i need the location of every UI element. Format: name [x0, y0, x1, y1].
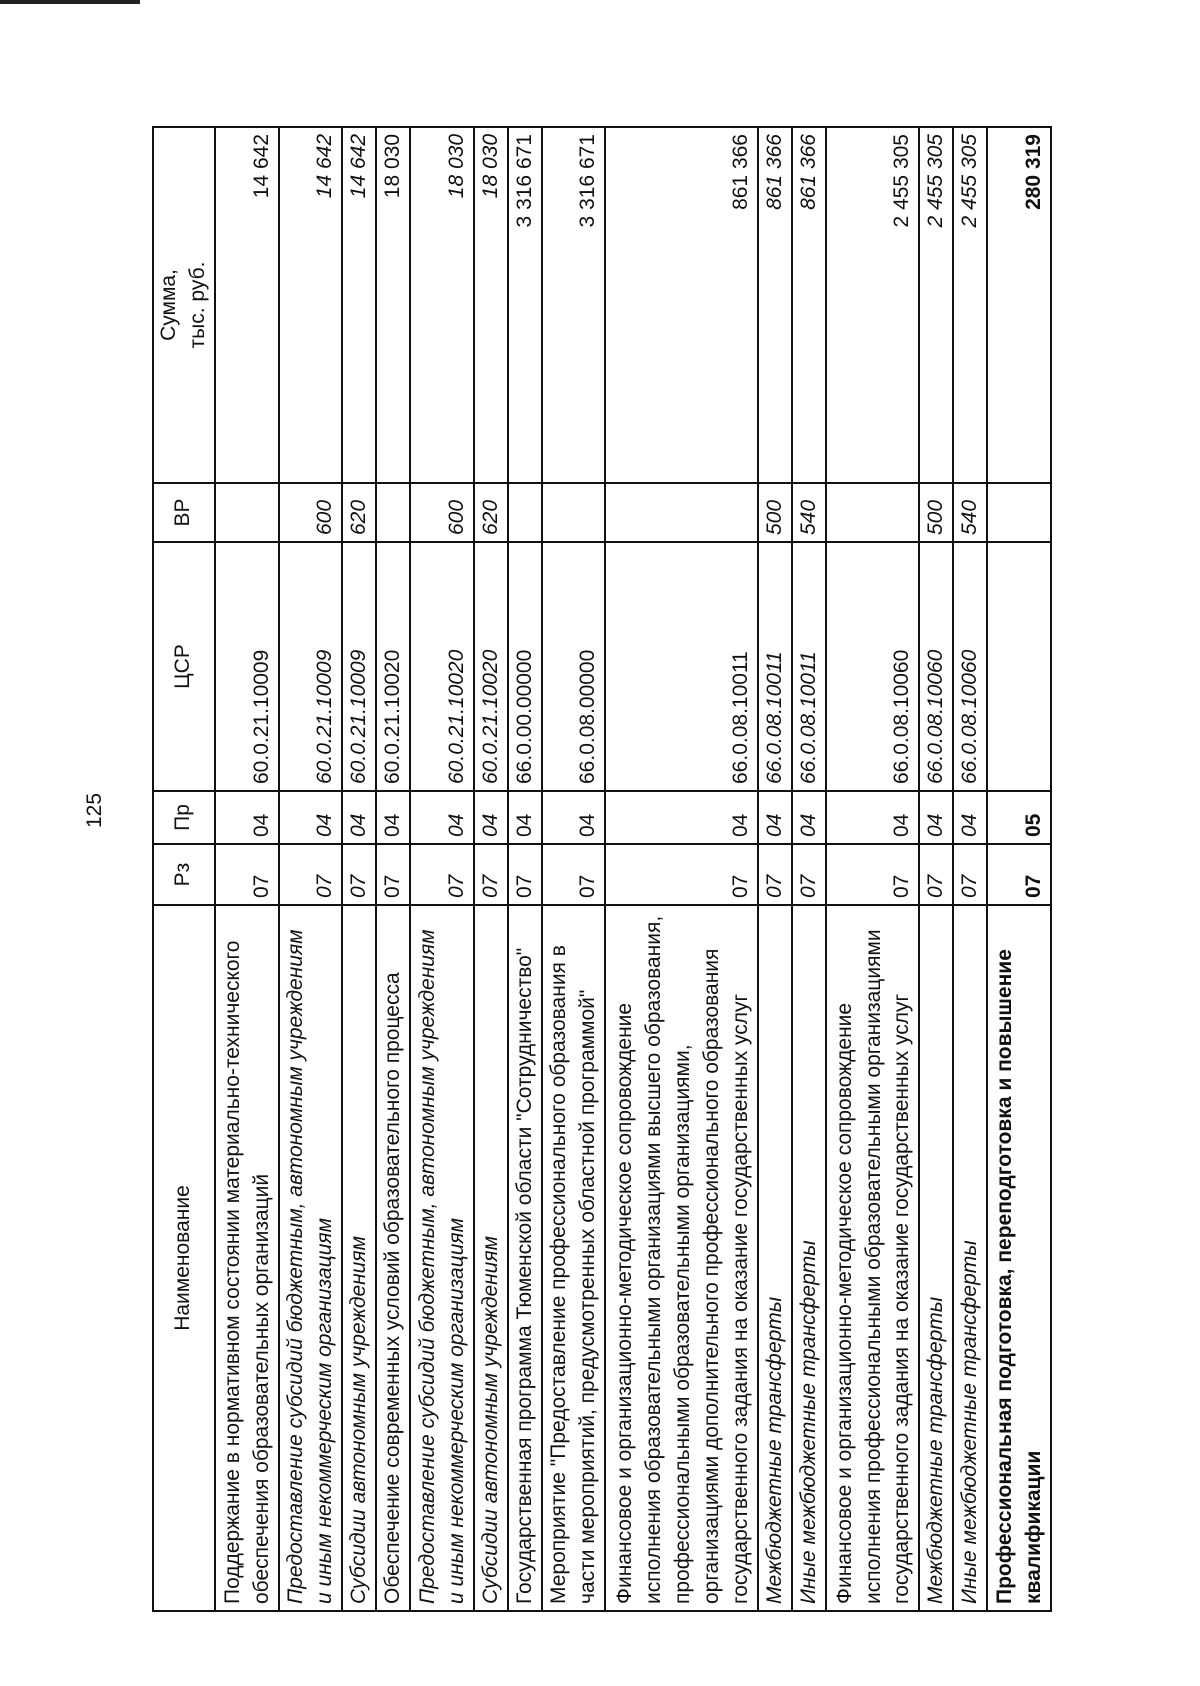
cell-name: Мероприятие "Предоставление профессионального образования в части мероприятий, предусмотренных областной программой" — [542, 905, 606, 1611]
cell-name: Межбюджетные трансферты — [919, 905, 953, 1611]
table-row — [826, 127, 919, 1611]
cell-rz: 07 — [758, 844, 792, 905]
cell-name: Обеспечение современных условий образовательного процесса — [376, 905, 410, 1611]
cell-pr: 04 — [342, 791, 376, 844]
cell-name: Государственная программа Тюменской области "Сотрудничество" — [508, 905, 542, 1611]
cell-sum: 14 642 — [342, 127, 376, 483]
header-pr: Пр — [153, 791, 215, 844]
cell-vr — [215, 483, 279, 542]
table-row — [792, 127, 826, 1611]
header-vr: ВР — [153, 483, 215, 542]
cell-rz: 07 — [919, 844, 953, 905]
cell-name: Финансовое и организационно-методическое сопровождение исполнения профессиональными образовательными организациями государственного задания на оказание государственных услуг — [826, 905, 919, 1611]
table-row — [474, 127, 508, 1611]
table-row — [605, 127, 758, 1611]
cell-vr: 500 — [758, 483, 792, 542]
header-csr: ЦСР — [153, 542, 215, 791]
cell-pr: 04 — [792, 791, 826, 844]
cell-pr: 04 — [410, 791, 474, 844]
table-header-row — [153, 127, 215, 1611]
cell-sum: 2 455 305 — [826, 127, 919, 483]
cell-csr: 66.0.08.10011 — [605, 542, 758, 791]
cell-rz: 07 — [826, 844, 919, 905]
cell-csr: 66.0.00.00000 — [508, 542, 542, 791]
table-row — [376, 127, 410, 1611]
cell-pr: 04 — [826, 791, 919, 844]
cell-name: Иные межбюджетные трансферты — [792, 905, 826, 1611]
cell-name: Профессиональная подготовка, переподготовка и повышение квалификации — [987, 905, 1051, 1611]
cell-vr: 620 — [342, 483, 376, 542]
cell-pr: 04 — [758, 791, 792, 844]
cell-sum: 3 316 671 — [508, 127, 542, 483]
cell-csr: 66.0.08.10011 — [792, 542, 826, 791]
header-rz: Рз — [153, 844, 215, 905]
cell-rz: 07 — [987, 844, 1051, 905]
cell-pr: 04 — [953, 791, 987, 844]
cell-pr: 04 — [474, 791, 508, 844]
cell-name: Субсидии автономным учреждениям — [474, 905, 508, 1611]
cell-pr: 04 — [605, 791, 758, 844]
table-row — [953, 127, 987, 1611]
cell-pr: 05 — [987, 791, 1051, 844]
table-row — [758, 127, 792, 1611]
cell-name: Иные межбюджетные трансферты — [953, 905, 987, 1611]
cell-vr — [826, 483, 919, 542]
header-name: Наименование — [153, 905, 215, 1611]
cell-vr — [542, 483, 606, 542]
cell-csr: 66.0.08.00000 — [542, 542, 606, 791]
cell-name: Финансовое и организационно-методическое сопровождение исполнения образовательными организациями высшего образования, профессиональными образовательными организациями, организациями дополнительного профессионального образования государственного задания на оказание государственных услуг — [605, 905, 758, 1611]
cell-name: Предоставление субсидий бюджетным, автономным учреждениям и иным некоммерческим организациям — [410, 905, 474, 1611]
table-body — [215, 127, 1051, 1611]
budget-table — [152, 126, 1052, 1612]
cell-vr: 540 — [953, 483, 987, 542]
cell-sum: 18 030 — [410, 127, 474, 483]
cell-sum: 18 030 — [376, 127, 410, 483]
cell-csr: 66.0.08.10011 — [758, 542, 792, 791]
table-row — [410, 127, 474, 1611]
cell-vr — [376, 483, 410, 542]
cell-vr: 620 — [474, 483, 508, 542]
cell-rz: 07 — [953, 844, 987, 905]
cell-rz: 07 — [410, 844, 474, 905]
rotated-page-content — [152, 128, 1052, 1612]
cell-vr: 600 — [410, 483, 474, 542]
cell-pr: 04 — [919, 791, 953, 844]
cell-sum: 18 030 — [474, 127, 508, 483]
cell-rz: 07 — [215, 844, 279, 905]
cell-sum: 3 316 671 — [542, 127, 606, 483]
scan-edge-mark — [0, 0, 140, 4]
cell-pr: 04 — [215, 791, 279, 844]
cell-rz: 07 — [342, 844, 376, 905]
cell-pr: 04 — [279, 791, 343, 844]
cell-sum: 14 642 — [279, 127, 343, 483]
cell-vr — [605, 483, 758, 542]
cell-sum: 861 366 — [792, 127, 826, 483]
cell-csr: 66.0.08.10060 — [953, 542, 987, 791]
table-row — [215, 127, 279, 1611]
cell-rz: 07 — [279, 844, 343, 905]
table-row — [342, 127, 376, 1611]
header-sum — [153, 127, 215, 483]
cell-sum: 280 319 — [987, 127, 1051, 483]
cell-vr: 600 — [279, 483, 343, 542]
cell-pr: 04 — [376, 791, 410, 844]
table-row — [987, 127, 1051, 1611]
cell-name: Поддержание в нормативном состоянии материально-технического обеспечения образовательных организаций — [215, 905, 279, 1611]
cell-rz: 07 — [542, 844, 606, 905]
cell-name: Субсидии автономным учреждениям — [342, 905, 376, 1611]
cell-pr: 04 — [508, 791, 542, 844]
table-row — [542, 127, 606, 1611]
cell-csr: 60.0.21.10020 — [474, 542, 508, 791]
cell-csr: 60.0.21.10009 — [342, 542, 376, 791]
cell-rz: 07 — [508, 844, 542, 905]
cell-csr: 60.0.21.10009 — [215, 542, 279, 791]
table-row — [279, 127, 343, 1611]
header-sum-line1: Сумма, — [157, 269, 180, 341]
cell-sum: 2 455 305 — [953, 127, 987, 483]
cell-csr: 66.0.08.10060 — [826, 542, 919, 791]
cell-vr: 540 — [792, 483, 826, 542]
cell-vr — [987, 483, 1051, 542]
cell-csr: 60.0.21.10020 — [376, 542, 410, 791]
cell-csr: 66.0.08.10060 — [919, 542, 953, 791]
cell-csr: 60.0.21.10009 — [279, 542, 343, 791]
page-number: 125 — [83, 792, 106, 828]
cell-rz: 07 — [376, 844, 410, 905]
table-row — [508, 127, 542, 1611]
cell-name: Предоставление субсидий бюджетным, автономным учреждениям и иным некоммерческим организациям — [279, 905, 343, 1611]
cell-pr: 04 — [542, 791, 606, 844]
header-sum-line2: тыс. руб. — [185, 261, 209, 349]
cell-rz: 07 — [474, 844, 508, 905]
cell-sum: 861 366 — [758, 127, 792, 483]
cell-vr — [508, 483, 542, 542]
cell-csr — [987, 542, 1051, 791]
cell-csr: 60.0.21.10020 — [410, 542, 474, 791]
cell-name: Межбюджетные трансферты — [758, 905, 792, 1611]
cell-rz: 07 — [792, 844, 826, 905]
cell-sum: 2 455 305 — [919, 127, 953, 483]
cell-vr: 500 — [919, 483, 953, 542]
table-row — [919, 127, 953, 1611]
cell-sum: 861 366 — [605, 127, 758, 483]
cell-sum: 14 642 — [215, 127, 279, 483]
cell-rz: 07 — [605, 844, 758, 905]
